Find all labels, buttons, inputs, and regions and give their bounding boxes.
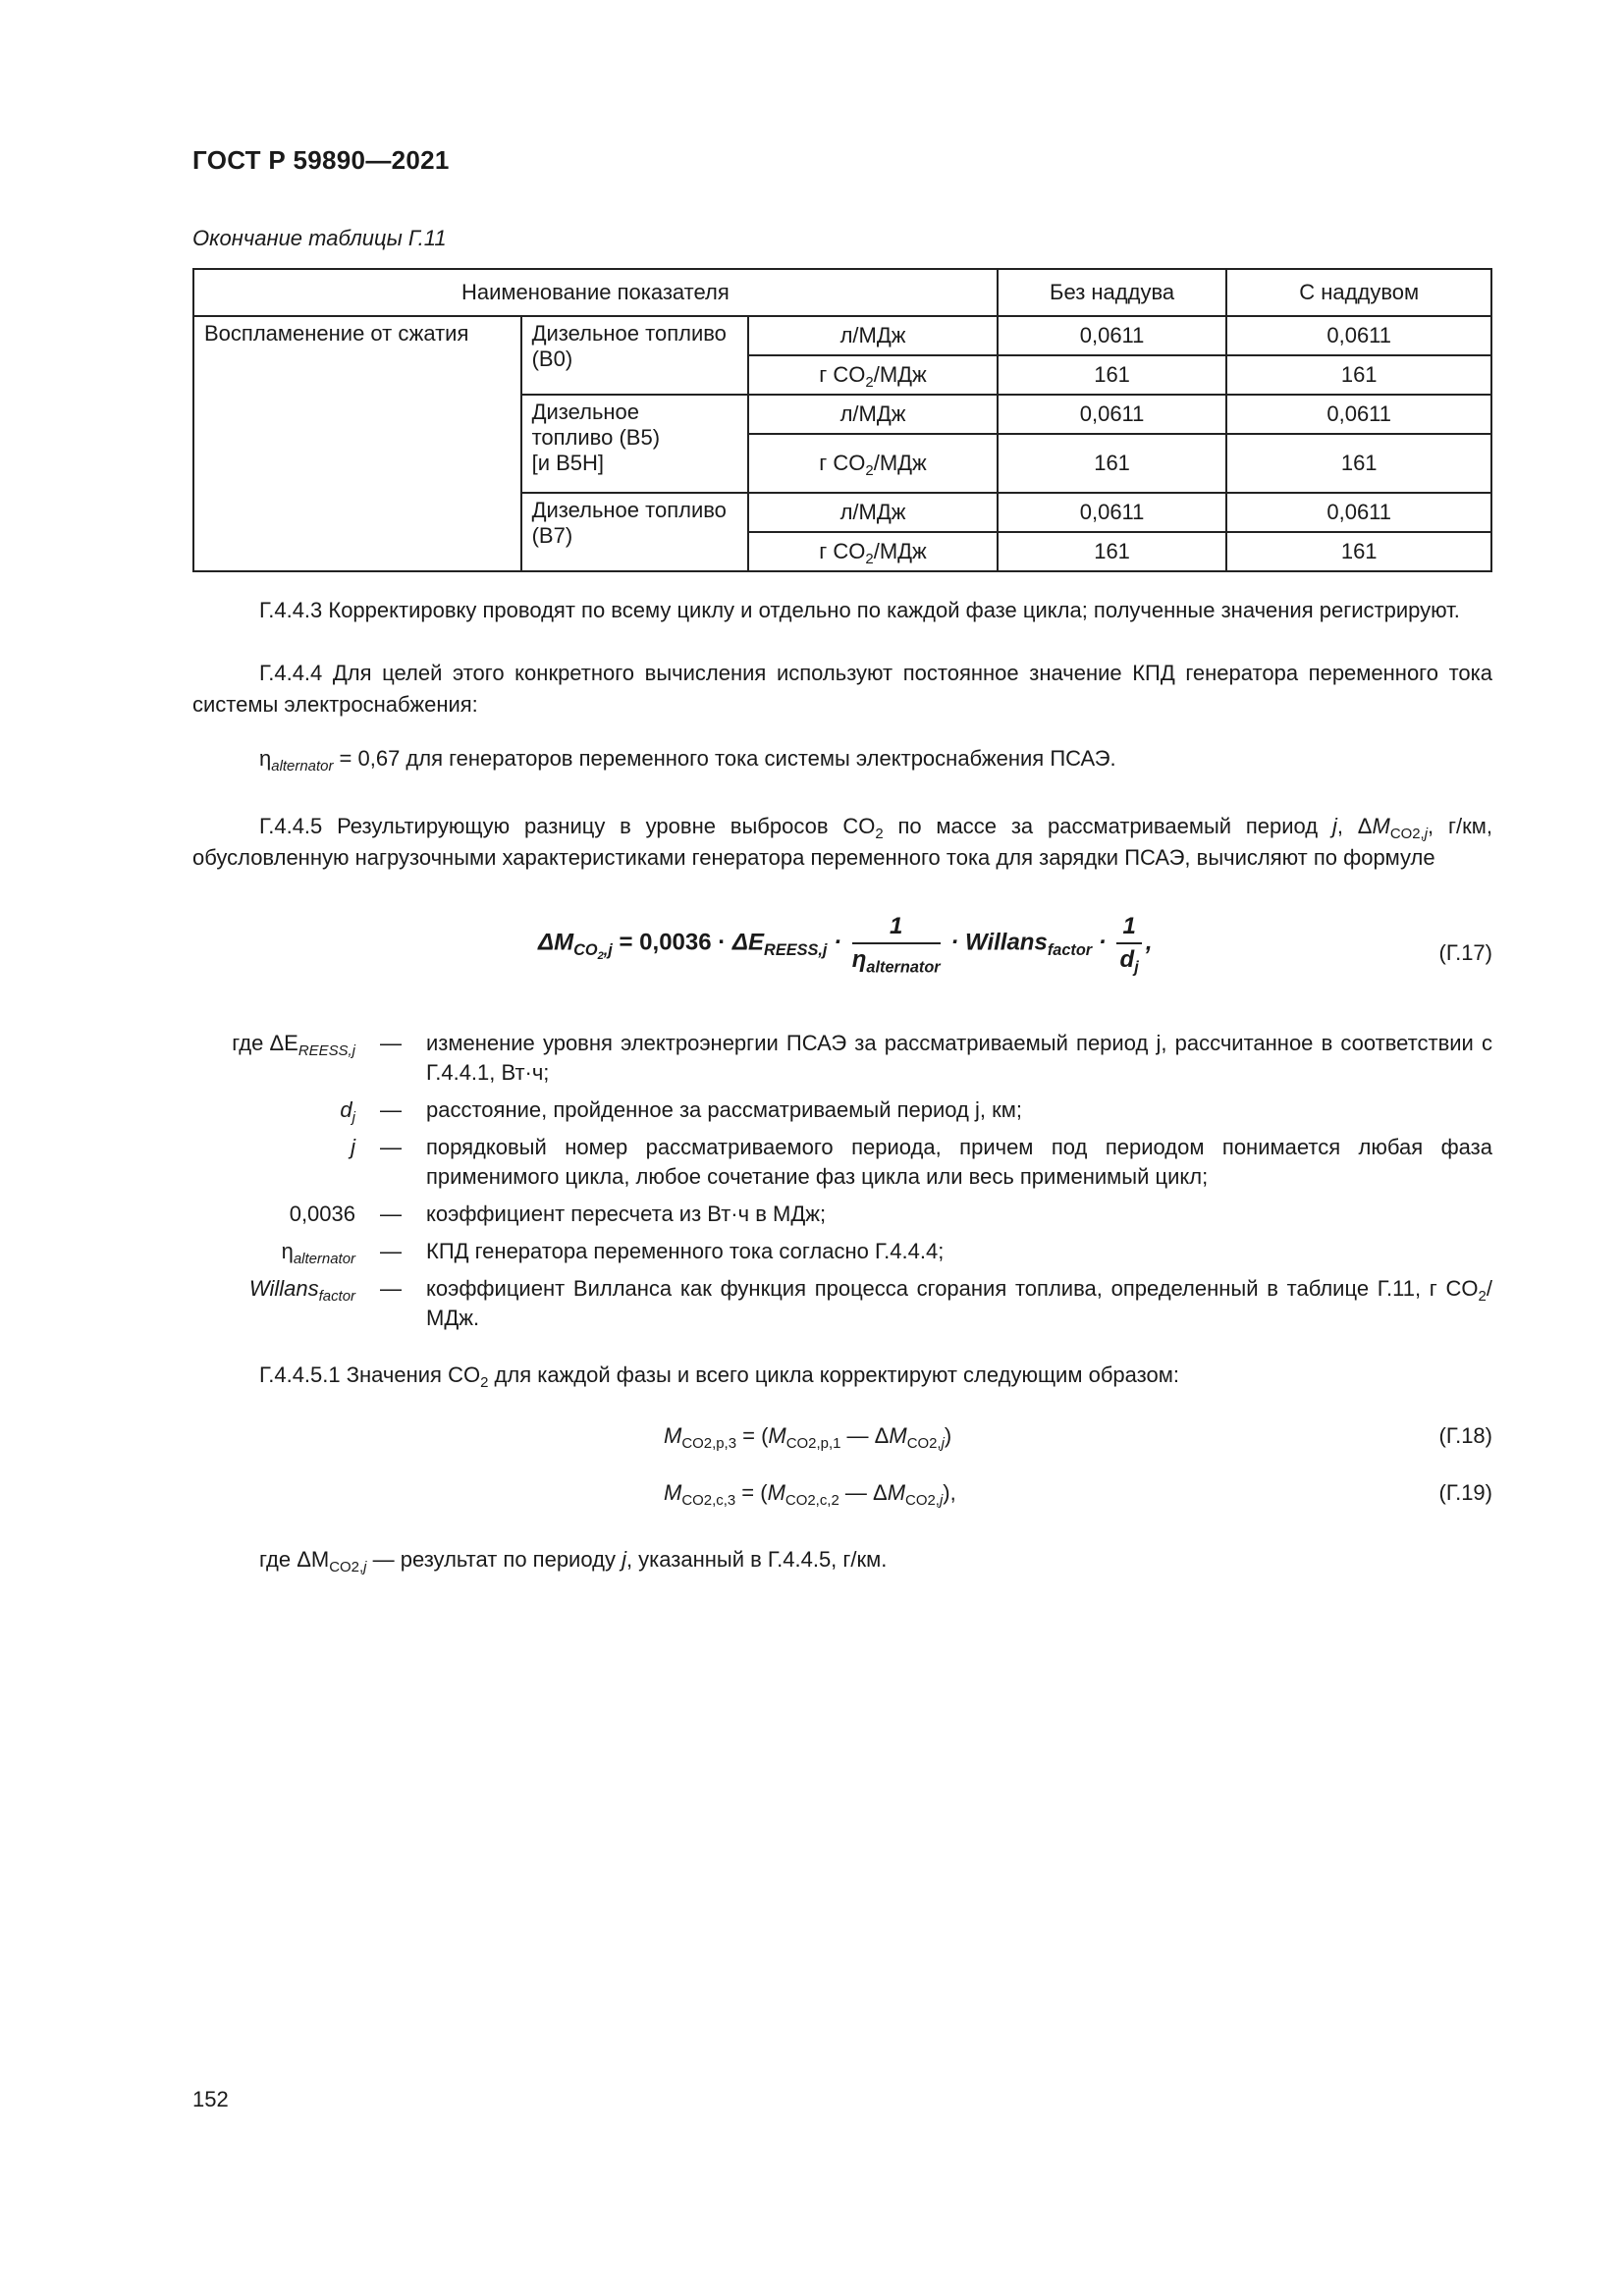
fuel-b5 — [521, 395, 749, 493]
unit-cell — [748, 355, 997, 395]
table-row — [193, 316, 1491, 355]
formula-g19: $M_{CO2,c,3} = (M_{CO2,c,2}$ — $\Delta M_{CO2,j}$), — [664, 1480, 956, 1510]
def-text — [426, 1274, 1492, 1333]
unit-text: /МДж — [873, 451, 927, 475]
def-symbol: Willans — [248, 1276, 319, 1301]
p5-text: где ΔM — [259, 1547, 330, 1572]
unit-cell — [748, 532, 997, 571]
def-symbol-sub: j — [352, 1109, 355, 1127]
def-dash: — — [380, 1276, 402, 1301]
value-cell: 0,0611 — [1226, 395, 1491, 434]
formula-number-18: (Г.18) — [1438, 1423, 1492, 1448]
formula-willans: Willans — [965, 929, 1048, 956]
unit-text: г CO — [819, 539, 866, 563]
eta-sub: alternator — [271, 758, 334, 775]
def-text-part: /МДж. — [426, 1276, 1492, 1330]
p3-unit: г/км — [1447, 814, 1487, 838]
eta-definition: $\eta_{alternator} = 0,67$ для генераторов переменного тока системы электроснабжения ПСАЭ. — [259, 746, 1116, 775]
fuel-line: [и В5Н] — [531, 451, 605, 475]
value-cell: 0,0611 — [998, 493, 1227, 532]
value-cell: 0,0611 — [1226, 493, 1491, 532]
unit-text: /МДж — [873, 362, 927, 387]
value-cell: 0,0611 — [998, 316, 1227, 355]
fuel-b7: Дизельное топливо (В7) — [521, 493, 749, 571]
eta-text: = 0,67 для генераторов переменного тока системы электроснабжения ПСАЭ. — [333, 746, 1116, 771]
unit-text: г CO — [819, 362, 866, 387]
p3-text: Г.4.4.5 Результирующую разницу в уровне выбросов CO — [259, 814, 876, 838]
def-text: коэффициент пересчета из Вт·ч в МДж; — [426, 1201, 827, 1226]
def-symbol: j — [351, 1135, 355, 1159]
def-text-sub: 2 — [1478, 1288, 1487, 1306]
def-dash: — — [380, 1031, 402, 1055]
fraction-distance — [1116, 913, 1141, 977]
definition-row — [192, 1274, 1492, 1333]
formula-number-19: (Г.19) — [1438, 1480, 1492, 1505]
table-caption: Окончание таблицы Г.11 — [192, 226, 447, 250]
def-text: расстояние, пройденное за рассматриваемый период j, км; — [426, 1097, 1022, 1122]
unit-cell: л/МДж — [748, 316, 997, 355]
def-text: порядковый номер рассматриваемого периода, причем под периодом понимается любая фаза применимого цикла, любое сочетание фаз цикла или весь применимый цикл; — [426, 1135, 1492, 1189]
fuel-b0: Дизельное топливо (В0) — [521, 316, 749, 395]
paragraph-g445: Г.4.4.5 Результирующую разницу в уровне выбросов $CO_2$ по массе за рассматриваемый период j, $\Delta M_{CO2,j}$, г/км, обусловленную нагрузочными характеристиками генератора переменного тока для зарядки ПСАЭ, вычисляют по формуле — [192, 814, 1492, 870]
frac-den: $d_j$ — [1119, 946, 1139, 977]
header-col1: Без наддува — [998, 269, 1227, 316]
fraction-alternator — [851, 913, 941, 977]
def-text: изменение уровня электроэнергии ПСАЭ за рассматриваемый период j, рассчитанное в соответствии с Г.4.4.1, Вт·ч; — [426, 1031, 1492, 1085]
def-dash: — — [380, 1239, 402, 1263]
table-header-row — [193, 269, 1491, 316]
fuel-line: Дизельное — [531, 400, 640, 424]
paragraph-where: где $\Delta M_{CO2,j}$ — результат по периоду j, указанный в Г.4.4.5, г/км. — [259, 1547, 888, 1576]
def-symbol-sub: alternator — [293, 1251, 355, 1268]
value-cell: 161 — [1226, 355, 1491, 395]
unit-text: г CO — [819, 451, 866, 475]
paragraph-g444: Г.4.4.4 Для целей этого конкретного вычисления используют постоянное значение КПД генератора переменного тока системы электроснабжения: — [192, 661, 1492, 717]
formula-g17: $\Delta M_{CO_2,j} = 0,0036 \cdot \Delta E_{REESS,j}$ · $\frac{1}{\eta_{alternator}}$ · Willans$_{factor}$ · $\frac{1}{d_j}$ , — [538, 913, 1153, 977]
value-cell: 0,0611 — [1226, 316, 1491, 355]
value-cell: 161 — [998, 532, 1227, 571]
page-number: 152 — [192, 2087, 229, 2111]
p4-sub: 2 — [480, 1374, 489, 1392]
def-symbol: 0,0036 — [289, 1201, 355, 1226]
formula-coef: = 0,0036 · — [619, 929, 727, 956]
unit-sub: 2 — [865, 551, 874, 568]
document-header: ГОСТ Р 59890—2021 — [192, 145, 450, 175]
p4-text: для каждой фазы и всего цикла корректируют следующим образом: — [488, 1362, 1179, 1387]
header-name: Наименование показателя — [193, 269, 998, 316]
def-symbol: η — [281, 1239, 294, 1263]
definition-row — [192, 1200, 1492, 1229]
def-dash: — — [380, 1135, 402, 1159]
p5-text: — результат по периоду — [372, 1547, 622, 1572]
frac-num: 1 — [852, 913, 941, 944]
definition-row — [192, 1095, 1492, 1125]
definition-row — [192, 1237, 1492, 1266]
willans-table — [192, 268, 1492, 572]
def-dash: — — [380, 1097, 402, 1122]
def-symbol-sub: factor — [318, 1288, 355, 1306]
unit-text: /МДж — [873, 539, 927, 563]
unit-sub: 2 — [865, 462, 874, 480]
def-dash: — — [380, 1201, 402, 1226]
paragraph-g4451 — [259, 1362, 1179, 1392]
unit-cell — [748, 434, 997, 493]
fuel-line: топливо (В5) — [531, 425, 661, 450]
paragraph-g443: Г.4.4.3 Корректировку проводят по всему циклу и отдельно по каждой фазе цикла; полученные значения регистрируют. — [259, 598, 1460, 622]
p5-text: , указанный в Г.4.4.5, г/км. — [625, 1547, 888, 1572]
formula-g18: $M_{CO2,p,3} = (M_{CO2,p,1}$ — $\Delta M_{CO2,j}$) — [664, 1423, 952, 1453]
value-cell: 161 — [998, 355, 1227, 395]
ignition-cell: Воспламенение от сжатия — [193, 316, 521, 571]
p3-text: , обусловленную нагрузочными характеристиками генератора переменного тока для зарядки ПСАЭ, вычисляют по формуле — [192, 814, 1492, 870]
header-col2: С наддувом — [1226, 269, 1491, 316]
p3-text: по массе за рассматриваемый период — [883, 814, 1332, 838]
value-cell: 161 — [1226, 532, 1491, 571]
formula-factor: factor — [1047, 941, 1093, 960]
definitions-list — [192, 1029, 1492, 1341]
formula-number-17: (Г.17) — [1438, 940, 1492, 965]
def-text: КПД генератора переменного тока согласно Г.4.4.4; — [426, 1239, 945, 1263]
frac-den-sub: alternator — [866, 958, 941, 977]
frac-den: $\eta_{alternator}$ — [851, 946, 941, 977]
def-text-part: коэффициент Вилланса как функция процесса сгорания топлива, определенный в таблице Г.11, г CO — [426, 1276, 1479, 1301]
unit-cell: л/МДж — [748, 395, 997, 434]
frac-num: 1 — [1116, 913, 1141, 944]
value-cell: 161 — [1226, 434, 1491, 493]
def-symbol: где ΔE — [232, 1031, 298, 1055]
value-cell: 0,0611 — [998, 395, 1227, 434]
definition-row — [192, 1133, 1492, 1192]
p4-text: Г.4.4.5.1 Значения CO — [259, 1362, 481, 1387]
formula-reess: REESS,j — [764, 941, 828, 960]
def-symbol: d — [340, 1097, 352, 1122]
def-symbol-sub: REESS,j — [298, 1042, 355, 1060]
unit-cell: л/МДж — [748, 493, 997, 532]
definition-row — [192, 1029, 1492, 1088]
unit-sub: 2 — [865, 374, 874, 392]
value-cell: 161 — [998, 434, 1227, 493]
